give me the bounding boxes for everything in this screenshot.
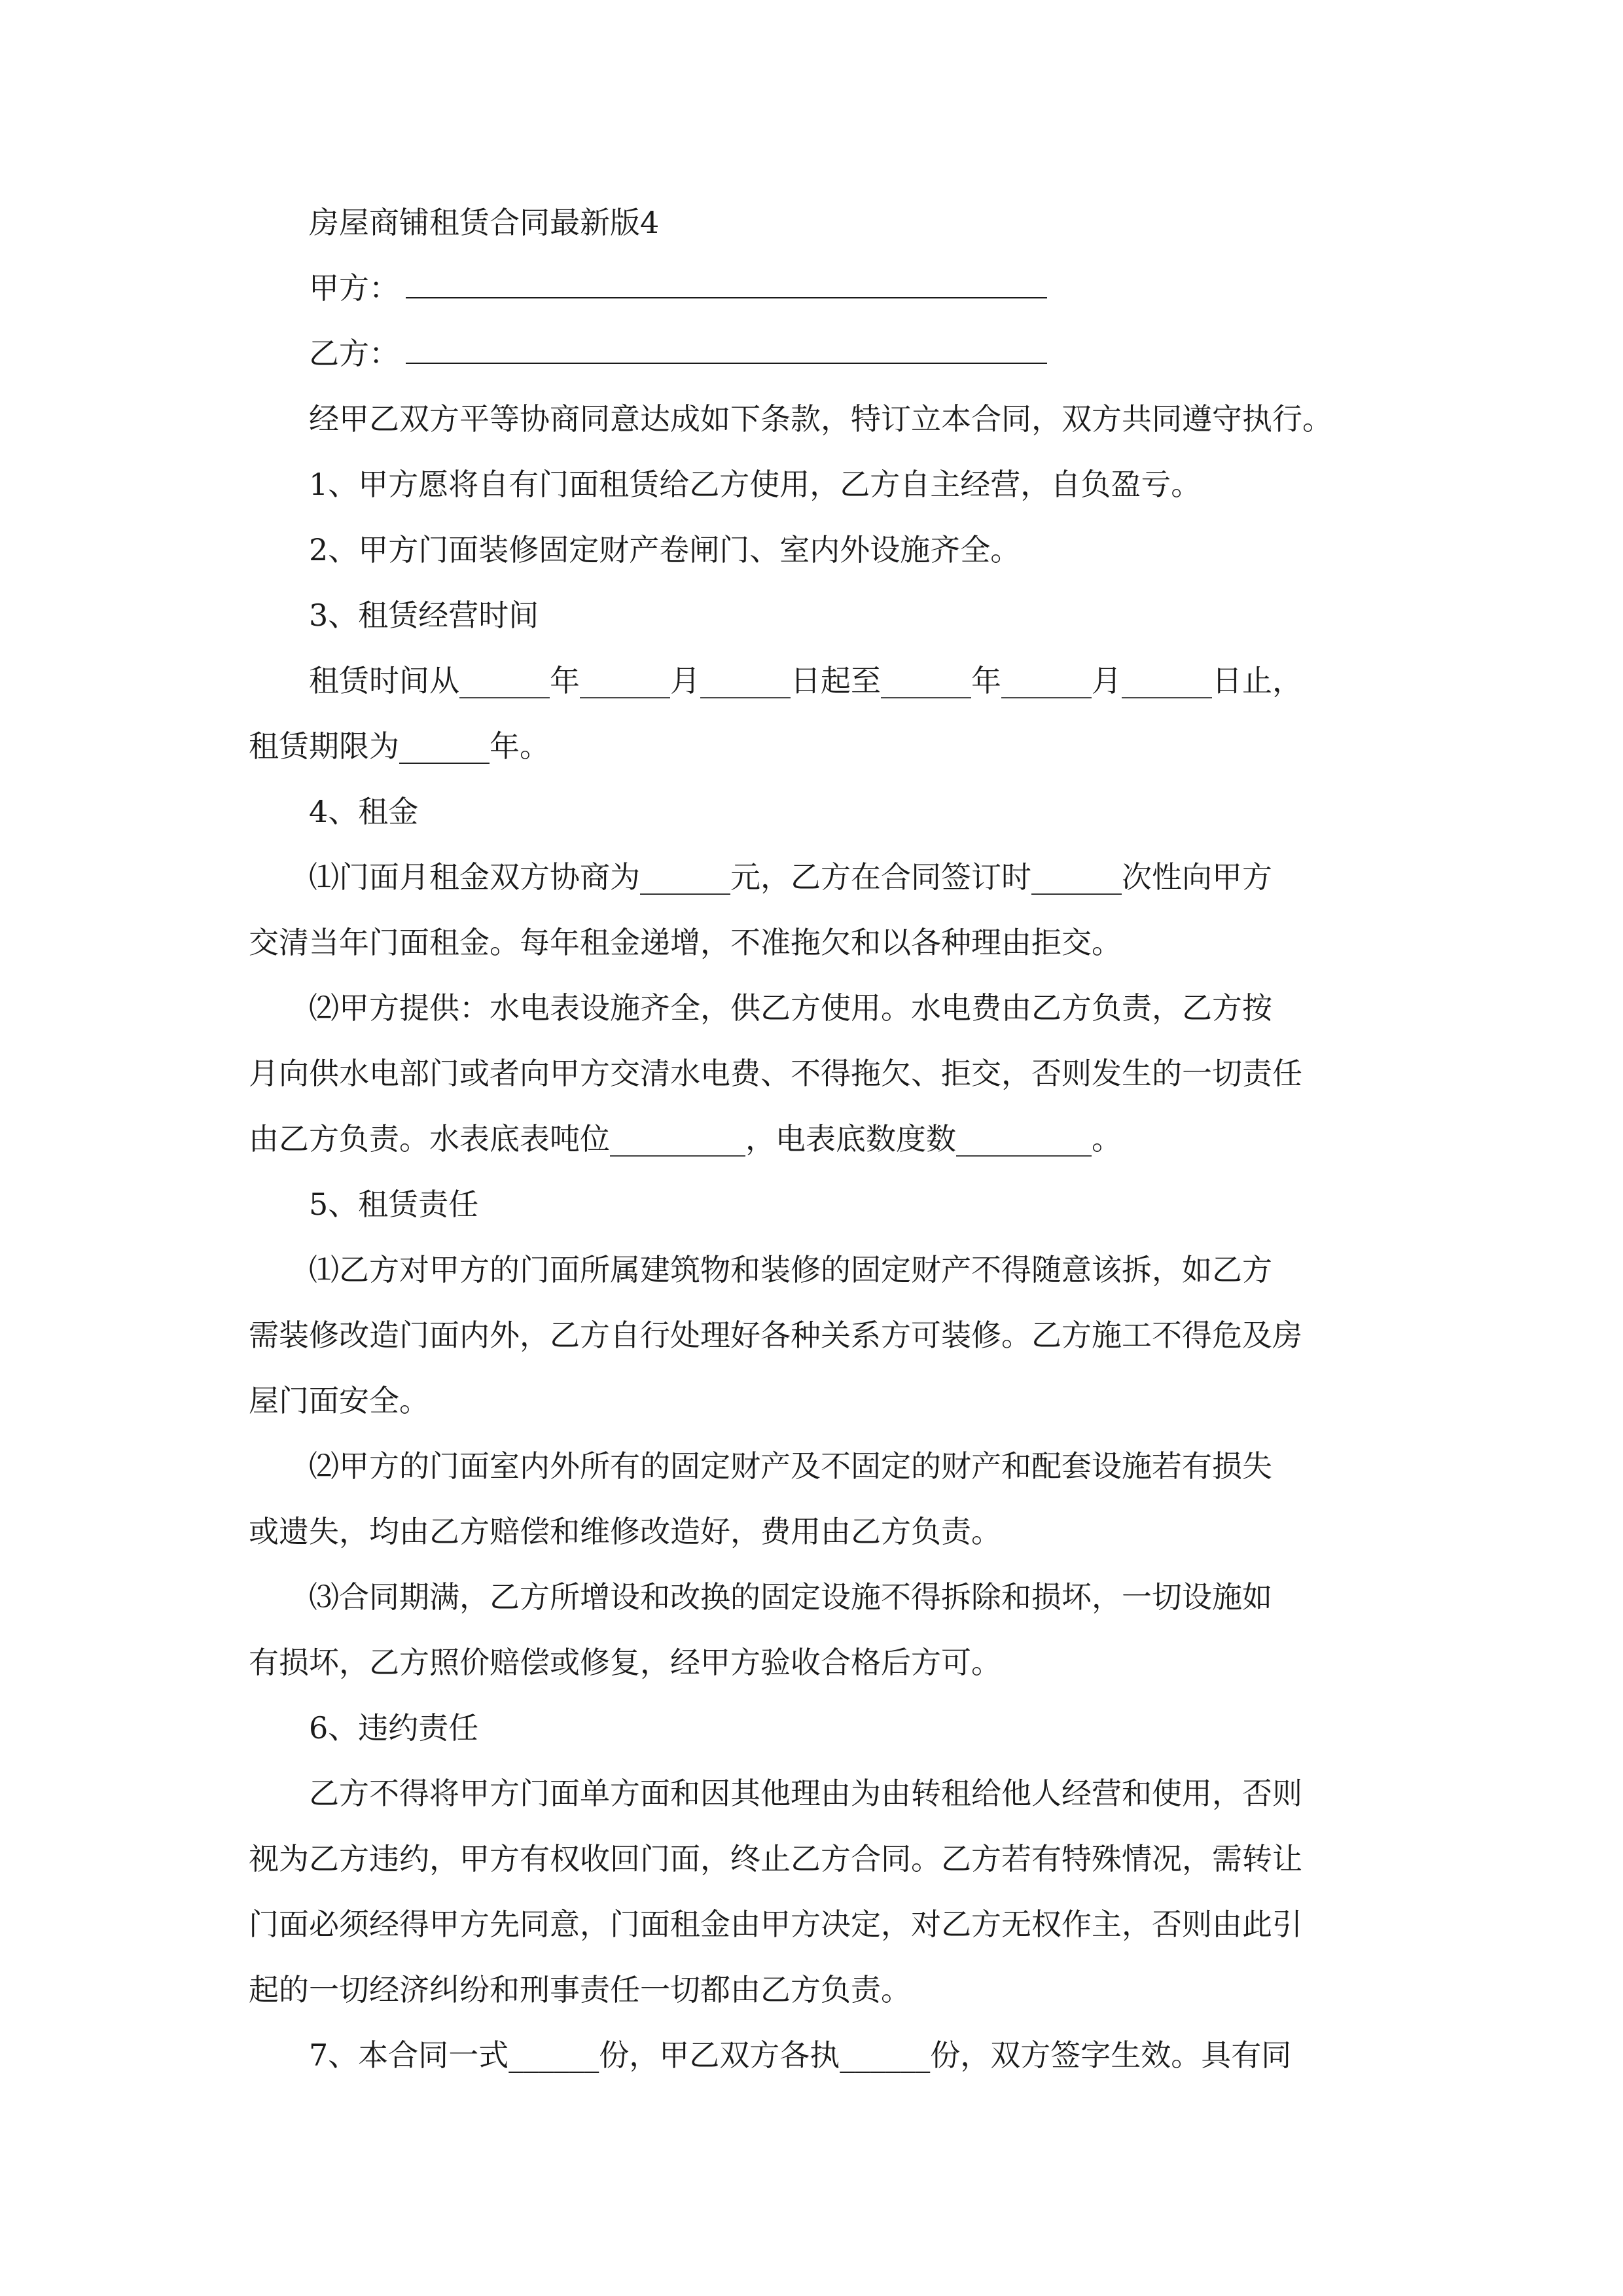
contract-page bbox=[249, 190, 1374, 2088]
party-b-line bbox=[249, 321, 1374, 386]
party-b-label: 乙方： bbox=[309, 336, 399, 371]
liability-item-3-line-1: ⑶合同期满，乙方所增设和改换的固定设施不得拆除和损坏，一切设施如 bbox=[309, 1579, 1272, 1615]
liability-item-1-line-3: 屋门面安全。 bbox=[249, 1383, 429, 1418]
clause-2: 2、甲方门面装修固定财产卷闸门、室内外设施齐全。 bbox=[309, 532, 1021, 567]
liability-item-1-line-1: ⑴乙方对甲方的门面所属建筑物和装修的固定财产不得随意该拆，如乙方 bbox=[309, 1252, 1272, 1287]
rent-item-1-line-2: 交清当年门面租金。每年租金递增，不准拖欠和以各种理由拒交。 bbox=[249, 925, 1122, 960]
liability-item-2-line-1: ⑵甲方的门面室内外所有的固定财产及不固定的财产和配套设施若有损失 bbox=[309, 1448, 1272, 1484]
rent-item-2-line-3: 由乙方负责。水表底表吨位_________，电表底数度数_________。 bbox=[249, 1121, 1122, 1157]
party-a-blank bbox=[406, 271, 1047, 298]
clause-7: 7、本合同一式______份，甲乙双方各执______份，双方签字生效。具有同 bbox=[309, 2037, 1292, 2073]
breach-line-2: 视为乙方违约，甲方有权收回门面，终止乙方合同。乙方若有特殊情况，需转让 bbox=[249, 1841, 1302, 1876]
rent-item-1-line-1: ⑴门面月租金双方协商为______元，乙方在合同签订时______次性向甲方 bbox=[309, 859, 1272, 895]
preamble: 经甲乙双方平等协商同意达成如下条款，特订立本合同，双方共同遵守执行。 bbox=[309, 401, 1332, 437]
clause-5-heading: 5、租赁责任 bbox=[309, 1187, 479, 1222]
rent-item-2-line-2: 月向供水电部门或者向甲方交清水电费、不得拖欠、拒交，否则发生的一切责任 bbox=[249, 1056, 1302, 1091]
breach-line-1: 乙方不得将甲方门面单方面和因其他理由为由转租给他人经营和使用，否则 bbox=[309, 1776, 1302, 1811]
clause-4-heading: 4、租金 bbox=[309, 794, 419, 829]
breach-line-3: 门面必须经得甲方先同意，门面租金由甲方决定，对乙方无权作主，否则由此引 bbox=[249, 1907, 1302, 1942]
document-title: 房屋商铺租赁合同最新版4 bbox=[309, 205, 660, 240]
lease-period-line-1: 租赁时间从______年______月______日起至______年______月______日止， bbox=[309, 663, 1302, 698]
liability-item-2-line-2: 或遗失，均由乙方赔偿和维修改造好，费用由乙方负责。 bbox=[249, 1514, 1001, 1549]
liability-item-1-line-2: 需装修改造门面内外，乙方自行处理好各种关系方可装修。乙方施工不得危及房 bbox=[249, 1318, 1302, 1353]
liability-item-3-line-2: 有损坏，乙方照价赔偿或修复，经甲方验收合格后方可。 bbox=[249, 1645, 1001, 1680]
party-b-blank bbox=[406, 336, 1047, 364]
party-a-label: 甲方： bbox=[309, 270, 399, 306]
lease-period-line-2: 租赁期限为______年。 bbox=[249, 728, 550, 764]
clause-1: 1、甲方愿将自有门面租赁给乙方使用，乙方自主经营，自负盈亏。 bbox=[309, 467, 1202, 502]
breach-line-4: 起的一切经济纠纷和刑事责任一切都由乙方负责。 bbox=[249, 1972, 911, 2007]
party-a-line bbox=[249, 255, 1374, 321]
clause-3-heading: 3、租赁经营时间 bbox=[309, 598, 539, 633]
clause-6-heading: 6、违约责任 bbox=[309, 1710, 479, 1746]
rent-item-2-line-1: ⑵甲方提供：水电表设施齐全，供乙方使用。水电费由乙方负责，乙方按 bbox=[309, 990, 1272, 1026]
